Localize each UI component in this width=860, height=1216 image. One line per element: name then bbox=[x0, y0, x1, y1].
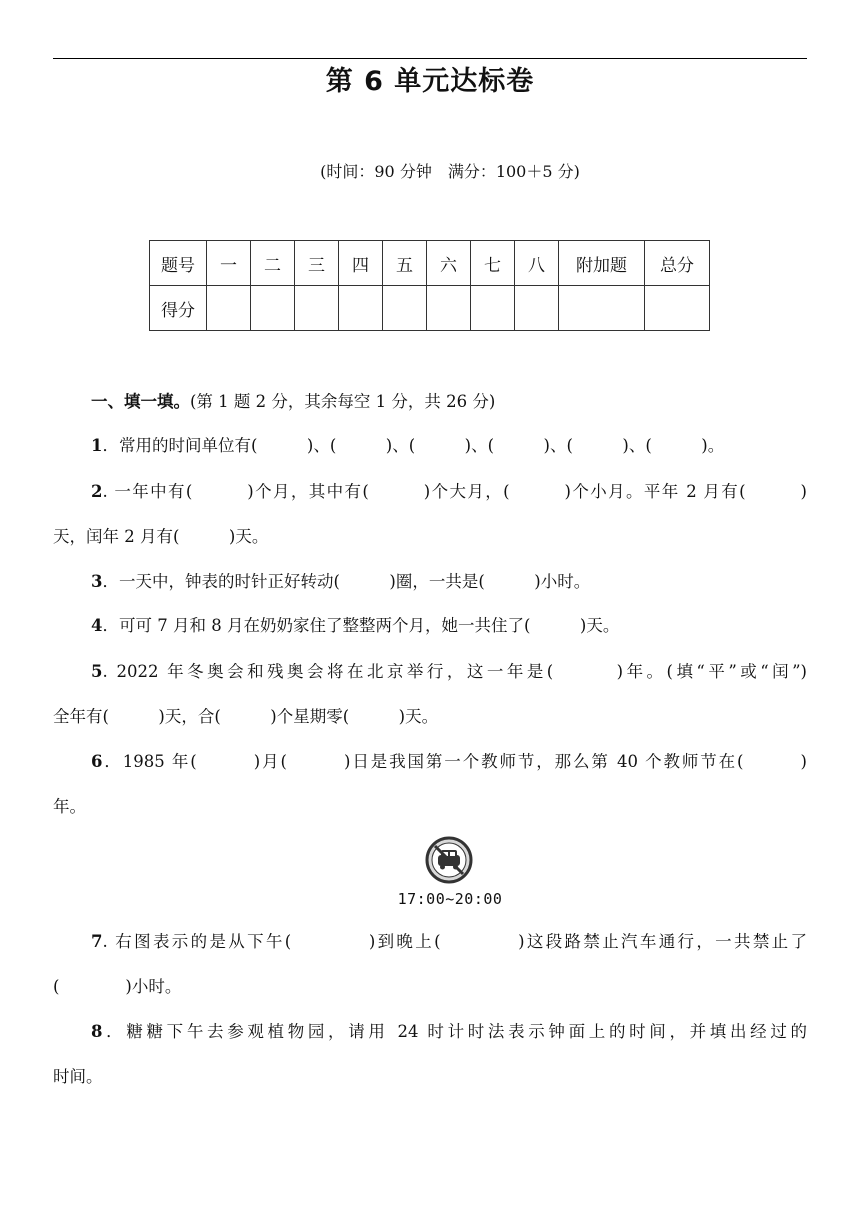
section-heading bbox=[91, 390, 495, 414]
score-table-score-row bbox=[150, 286, 710, 331]
question-number: 4 bbox=[91, 616, 103, 635]
score-header-cell: 二 bbox=[251, 241, 295, 286]
question-number: 8 bbox=[91, 1022, 103, 1041]
score-input-cell[interactable] bbox=[471, 286, 515, 331]
question-text: . 一年中有( )个月，其中有( )个大月，( )个小月。平年 2 月有( ) bbox=[102, 482, 807, 501]
score-row-label: 得分 bbox=[150, 286, 207, 331]
question-2-line-2: 天，闰年 2 月有( )天。 bbox=[53, 527, 269, 546]
score-input-cell[interactable] bbox=[645, 286, 710, 331]
question-text: ．糖糖下午去参观植物园，请用 24 时计时法表示钟面上的时间，并填出经过的 bbox=[102, 1022, 807, 1041]
score-input-cell[interactable] bbox=[427, 286, 471, 331]
score-header-cell: 八 bbox=[515, 241, 559, 286]
question-text: . 右图表示的是从下午( )到晚上( )这段路禁止汽车通行，一共禁止了 bbox=[102, 932, 807, 951]
score-header-cell: 四 bbox=[339, 241, 383, 286]
question-6-line-1 bbox=[91, 750, 807, 774]
score-input-cell[interactable] bbox=[295, 286, 339, 331]
score-input-cell[interactable] bbox=[207, 286, 251, 331]
score-header-cell: 六 bbox=[427, 241, 471, 286]
question-1 bbox=[91, 434, 724, 458]
section-title: 一、填一填。 bbox=[91, 392, 190, 411]
question-8-line-2: 时间。 bbox=[53, 1067, 103, 1086]
score-input-cell[interactable] bbox=[383, 286, 427, 331]
no-cars-sign-icon bbox=[425, 836, 473, 884]
question-2-line-1 bbox=[91, 480, 807, 504]
question-number: 6 bbox=[91, 752, 103, 771]
score-header-cell: 七 bbox=[471, 241, 515, 286]
question-3 bbox=[91, 570, 590, 594]
question-8-line-1 bbox=[91, 1020, 807, 1044]
top-rule bbox=[53, 58, 807, 59]
question-5-line-2: 全年有( )天，合( )个星期零( )天。 bbox=[53, 707, 439, 726]
question-number: 7 bbox=[91, 932, 103, 951]
question-number: 2 bbox=[91, 482, 103, 501]
question-text: ．一天中，钟表的时针正好转动( )圈，一共是( )小时。 bbox=[102, 572, 591, 591]
section-scoring-note: (第 1 题 2 分，其余每空 1 分，共 26 分) bbox=[190, 392, 496, 411]
question-7-line-1 bbox=[91, 930, 807, 954]
question-text: . 2022 年冬奥会和残奥会将在北京举行，这一年是( )年。(填“平”或“闰”) bbox=[102, 662, 807, 681]
no-entry-time-range: 17:00~20:00 bbox=[397, 890, 503, 908]
question-4 bbox=[91, 614, 619, 638]
score-input-cell[interactable] bbox=[339, 286, 383, 331]
exam-info: (时间：90 分钟 满分：100＋5 分) bbox=[320, 162, 580, 181]
question-5-line-1 bbox=[91, 660, 807, 684]
score-table-header-row bbox=[150, 241, 710, 286]
question-number: 3 bbox=[91, 572, 103, 591]
question-text: ．可可 7 月和 8 月在奶奶家住了整整两个月，她一共住了( )天。 bbox=[102, 616, 620, 635]
question-7-line-2: ( )小时。 bbox=[53, 977, 182, 996]
score-header-cell: 一 bbox=[207, 241, 251, 286]
score-input-cell[interactable] bbox=[559, 286, 645, 331]
question-number: 5 bbox=[91, 662, 103, 681]
question-text: ．1985 年( )月( )日是我国第一个教师节，那么第 40 个教师节在( ) bbox=[102, 752, 807, 771]
score-header-cell: 附加题 bbox=[559, 241, 645, 286]
question-6-line-2: 年。 bbox=[53, 797, 86, 816]
score-header-cell: 总分 bbox=[645, 241, 710, 286]
page-title: 第 6 单元达标卷 bbox=[325, 66, 535, 97]
score-header-cell: 题号 bbox=[150, 241, 207, 286]
question-number: 1 bbox=[91, 436, 103, 455]
score-input-cell[interactable] bbox=[515, 286, 559, 331]
score-input-cell[interactable] bbox=[251, 286, 295, 331]
score-header-cell: 三 bbox=[295, 241, 339, 286]
question-text: ．常用的时间单位有( )、( )、( )、( )、( )、( )。 bbox=[102, 436, 725, 455]
score-header-cell: 五 bbox=[383, 241, 427, 286]
score-table bbox=[149, 240, 710, 331]
